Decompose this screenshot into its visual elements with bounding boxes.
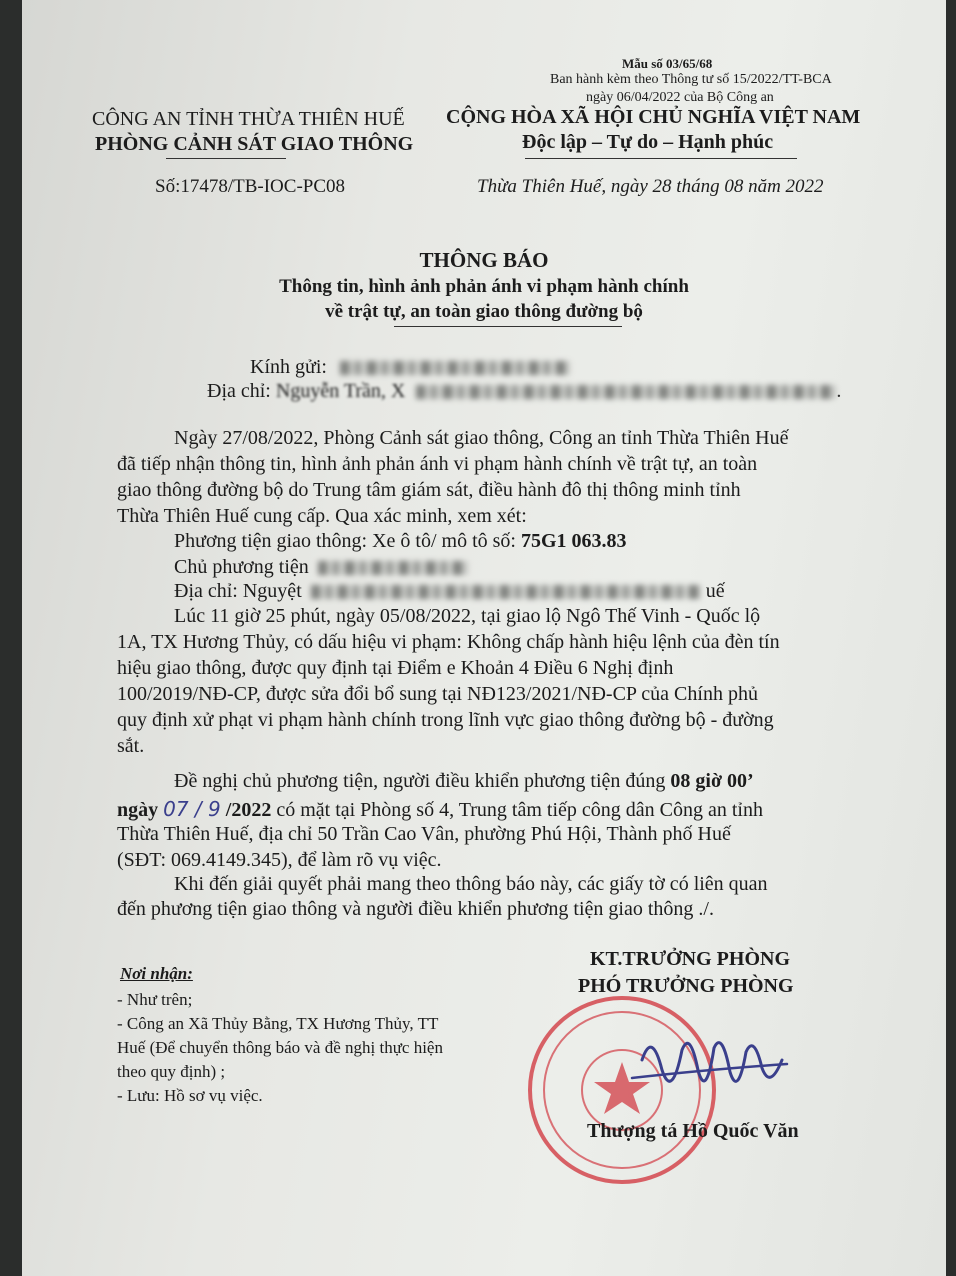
agency-name: CÔNG AN TỈNH THỪA THIÊN HUẾ — [92, 108, 405, 130]
signatory-name: Thượng tá Hồ Quốc Văn — [587, 1120, 799, 1142]
owner-address-end: uế — [705, 580, 725, 602]
signature — [622, 1020, 792, 1100]
document-number: Số:17478/TB-IOC-PC08 — [155, 176, 346, 197]
paragraph-1-line-4: Thừa Thiên Huế cung cấp. Qua xác minh, xem xét: — [117, 505, 527, 527]
redacted-address — [416, 385, 836, 399]
violation-line-5: quy định xử phạt vi phạm hành chính trong lĩnh vực giao thông đường bộ - đường — [117, 709, 774, 731]
document-subtitle-2: về trật tự, an toàn giao thông đường bộ — [325, 301, 643, 322]
vehicle-plate: 75G1 063.83 — [520, 530, 627, 552]
violation-line-6: sắt. — [117, 735, 145, 757]
place-date: Thừa Thiên Huế, ngày 28 tháng 08 năm 2022 — [477, 176, 824, 197]
agency-divider — [166, 158, 286, 159]
vehicle-label: Phương tiện giao thông: Xe ô tô/ mô tô số: — [174, 530, 516, 552]
issued-line-1: Ban hành kèm theo Thông tư số 15/2022/TT-BCA — [550, 72, 832, 87]
appointment-year: /2022 — [225, 799, 272, 821]
recipient-1: - Như trên; — [117, 990, 193, 1009]
document-page — [22, 0, 946, 1276]
redacted-addressee — [340, 361, 570, 375]
vehicle-line — [174, 530, 627, 553]
address-label: Địa chỉ: — [207, 380, 271, 402]
address-line — [207, 380, 841, 403]
paragraph-1-line-3: giao thông đường bộ do Trung tâm giám sát, điều hành đô thị thông minh tỉnh — [117, 479, 741, 501]
form-reference: Mẫu số 03/65/68 — [622, 56, 713, 71]
redacted-owner-address — [311, 585, 701, 599]
signatory-title-1: KT.TRƯỞNG PHÒNG — [590, 948, 790, 970]
address-start: Nguyễn Trần, X — [275, 380, 406, 402]
document-subtitle-1: Thông tin, hình ảnh phản ánh vi phạm hành chính — [279, 276, 689, 297]
paragraph-1-line-1: Ngày 27/08/2022, Phòng Cảnh sát giao thông, Công an tỉnh Thừa Thiên Huế — [174, 427, 789, 449]
handwritten-date: 07 / 9 — [163, 797, 221, 821]
owner-line — [174, 556, 468, 579]
closing-line-2: đến phương tiện giao thông và người điều khiển phương tiện giao thông ./. — [117, 898, 714, 920]
recipients-heading: Nơi nhận: — [120, 964, 193, 983]
closing-line-1: Khi đến giải quyết phải mang theo thông báo này, các giấy tờ có liên quan — [174, 873, 768, 895]
signatory-title-2: PHÓ TRƯỞNG PHÒNG — [578, 975, 794, 997]
owner-address-line — [174, 580, 725, 603]
request-line-1 — [174, 770, 754, 793]
recipient-2: - Công an Xã Thủy Bằng, TX Hương Thủy, TT — [117, 1014, 439, 1033]
department-name: PHÒNG CẢNH SÁT GIAO THÔNG — [95, 133, 414, 155]
subtitle-divider — [394, 326, 622, 327]
violation-line-1: Lúc 11 giờ 25 phút, ngày 05/08/2022, tại giao lộ Ngô Thế Vinh - Quốc lộ — [174, 605, 761, 627]
owner-address-label: Địa chỉ: Nguyệt — [174, 580, 302, 602]
motto-divider — [525, 158, 797, 159]
recipient-5: - Lưu: Hồ sơ vụ việc. — [117, 1086, 263, 1105]
violation-line-3: hiệu giao thông, được quy định tại Điểm e Khoản 4 Điều 6 Nghị định — [117, 657, 674, 679]
addressee-label: Kính gửi: — [250, 356, 327, 378]
paragraph-1-line-2: đã tiếp nhận thông tin, hình ảnh phản ánh vi phạm hành chính về trật tự, an toàn — [117, 453, 758, 475]
national-title: CỘNG HÒA XÃ HỘI CHỦ NGHĨA VIỆT NAM — [446, 106, 861, 128]
violation-line-2: 1A, TX Hương Thủy, có dấu hiệu vi phạm: Không chấp hành hiệu lệnh của đèn tín — [117, 631, 780, 653]
request-location: có mặt tại Phòng số 4, Trung tâm tiếp công dân Công an tỉnh — [276, 799, 763, 821]
request-text: Đề nghị chủ phương tiện, người điều khiển phương tiện đúng — [174, 770, 666, 792]
recipient-3: Huế (Để chuyển thông báo và đề nghị thực hiện — [117, 1038, 443, 1057]
addressee-line — [250, 356, 570, 379]
request-line-4: (SĐT: 069.4149.345), để làm rõ vụ việc. — [117, 849, 442, 871]
national-motto: Độc lập – Tự do – Hạnh phúc — [522, 131, 774, 153]
owner-label: Chủ phương tiện — [174, 556, 309, 578]
document-title: THÔNG BÁO — [419, 248, 549, 272]
recipient-4: theo quy định) ; — [117, 1062, 226, 1081]
request-line-3: Thừa Thiên Huế, địa chỉ 50 Trần Cao Vân, phường Phú Hội, Thành phố Huế — [117, 823, 731, 845]
appointment-day-label: ngày — [117, 799, 159, 821]
violation-line-4: 100/2019/NĐ-CP, được sửa đổi bổ sung tại NĐ123/2021/NĐ-CP của Chính phủ — [117, 683, 758, 705]
issued-line-2: ngày 06/04/2022 của Bộ Công an — [586, 90, 774, 105]
redacted-owner — [318, 561, 468, 575]
request-line-2 — [117, 797, 763, 822]
address-end: . — [836, 380, 842, 402]
appointment-time: 08 giờ 00’ — [670, 770, 754, 792]
